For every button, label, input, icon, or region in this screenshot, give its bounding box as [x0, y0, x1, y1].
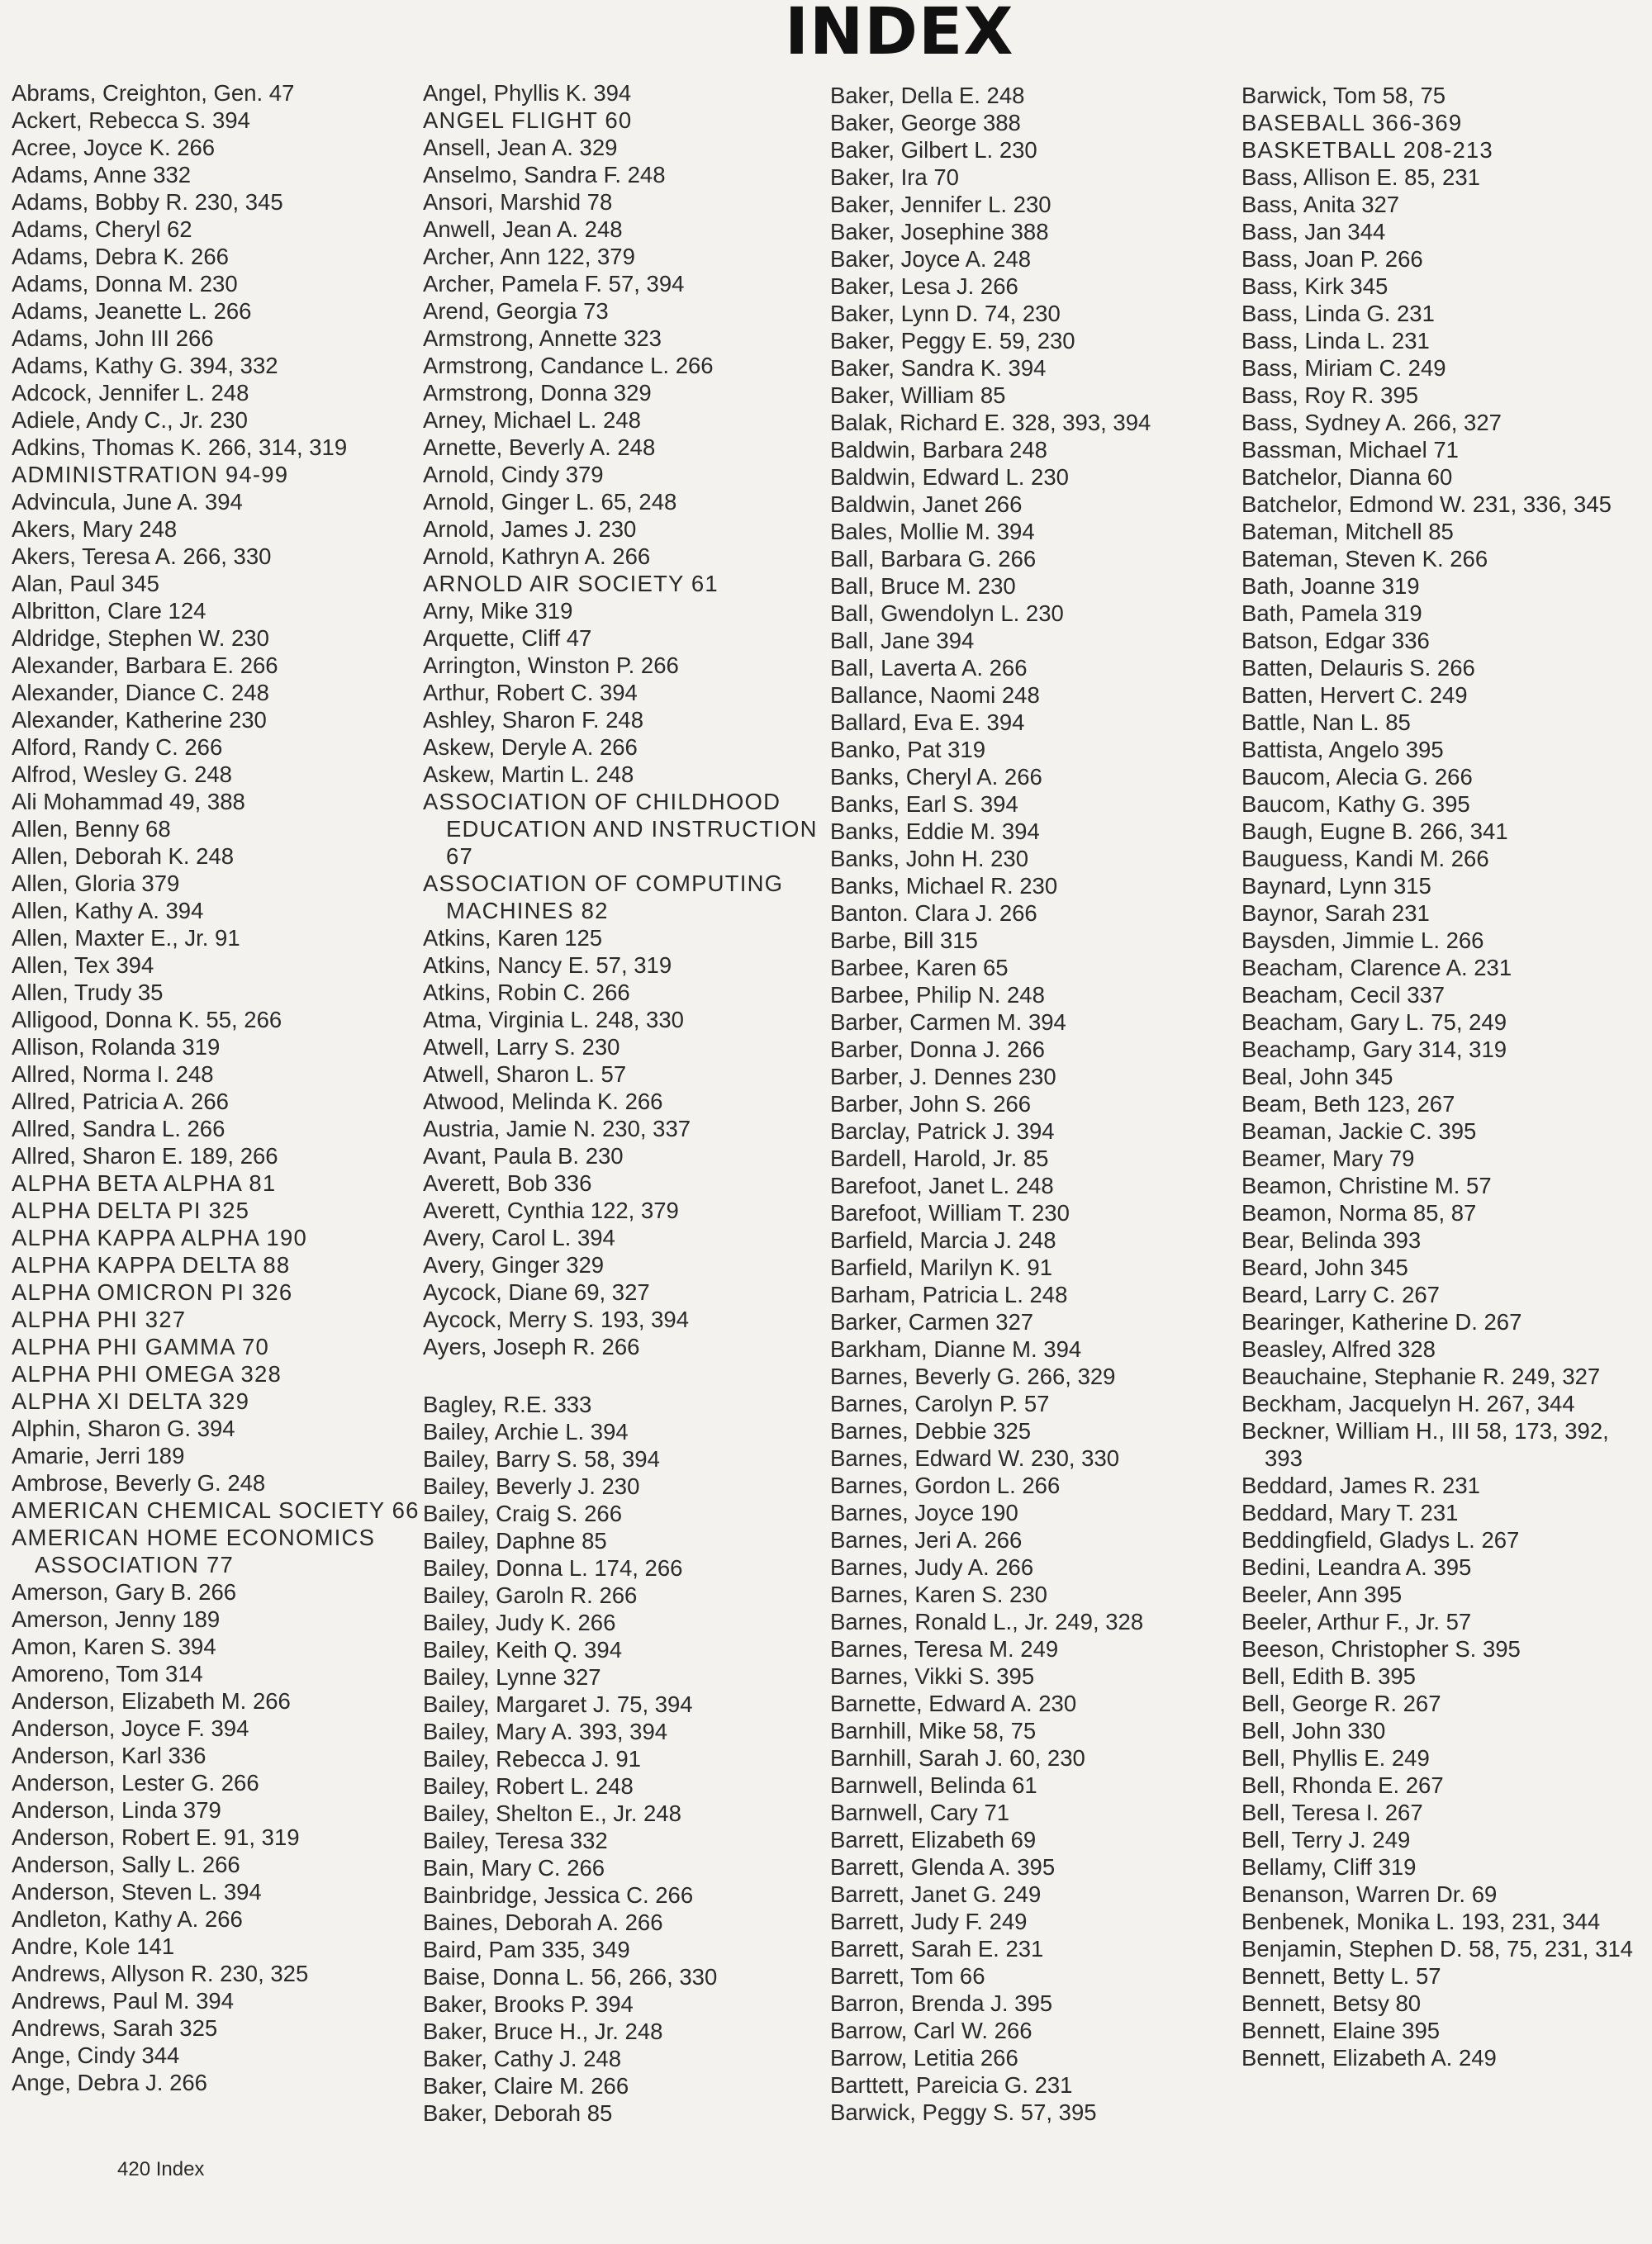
index-entry: Baysden, Jimmie L. 266: [1241, 927, 1484, 953]
index-entry: Akers, Mary 248: [12, 516, 178, 542]
index-entry: Ayers, Joseph R. 266: [423, 1334, 640, 1359]
index-entry: Albritton, Clare 124: [12, 598, 206, 624]
index-entry: Baker, Sandra K. 394: [830, 355, 1047, 381]
index-entry: Bailey, Keith Q. 394: [423, 1637, 623, 1663]
index-entry: Barnes, Teresa M. 249: [830, 1636, 1059, 1662]
index-entry: Baldwin, Edward L. 230: [830, 464, 1069, 490]
index-entry: Arthur, Robert C. 394: [423, 680, 638, 705]
index-entry: Bauguess, Kandi M. 266: [1241, 846, 1489, 871]
index-entry: Bell, Edith B. 395: [1241, 1663, 1416, 1689]
index-entry: Bass, Anita 327: [1241, 192, 1400, 217]
index-entry: Adcock, Jennifer L. 248: [12, 380, 249, 406]
index-entry: Beard, Larry C. 267: [1241, 1282, 1440, 1307]
index-entry: Bailey, Rebecca J. 91: [423, 1746, 641, 1772]
index-entry: Adams, John III 266: [12, 325, 214, 351]
index-entry: Arrington, Winston P. 266: [423, 652, 679, 678]
index-entry: ALPHA OMICRON PI 326: [12, 1279, 293, 1305]
index-entry: Barber, J. Dennes 230: [830, 1064, 1056, 1089]
index-entry: Bailey, Archie L. 394: [423, 1419, 629, 1445]
index-entry: Baker, Jennifer L. 230: [830, 192, 1051, 217]
index-entry: Bailey, Garoln R. 266: [423, 1582, 638, 1608]
index-entry: Baker, Peggy E. 59, 230: [830, 328, 1075, 353]
index-entry: ALPHA XI DELTA 329: [12, 1388, 250, 1414]
index-entry: Allred, Sandra L. 266: [12, 1116, 225, 1141]
index-entry: ALPHA DELTA PI 325: [12, 1198, 250, 1223]
index-entry: Bailey, Craig S. 266: [423, 1501, 623, 1526]
index-entry: Banks, Earl S. 394: [830, 791, 1018, 817]
index-entry: Andre, Kole 141: [12, 1933, 175, 1959]
index-entry: Alligood, Donna K. 55, 266: [12, 1007, 282, 1032]
page-footer: 420 Index: [117, 2158, 205, 2180]
index-entry: Barnes, Beverly G. 266, 329: [830, 1364, 1116, 1389]
index-entry: Barnwell, Belinda 61: [830, 1772, 1037, 1798]
index-entry: Andrews, Paul M. 394: [12, 1988, 235, 2014]
index-entry: Battle, Nan L. 85: [1241, 709, 1411, 735]
index-entry: Aldridge, Stephen W. 230: [12, 625, 269, 651]
index-entry: ALPHA KAPPA ALPHA 190: [12, 1225, 307, 1250]
index-column-2: [423, 79, 819, 2127]
index-entry: Barrett, Tom 66: [830, 1963, 985, 1989]
index-entry: Barclay, Patrick J. 394: [830, 1118, 1055, 1144]
index-entry: Barrow, Letitia 266: [830, 2045, 1018, 2071]
index-entry: Austria, Jamie N. 230, 337: [423, 1116, 691, 1141]
index-entry: Ball, Laverta A. 266: [830, 655, 1028, 681]
index-entry: Bainbridge, Jessica C. 266: [423, 1882, 694, 1908]
index-entry: Arney, Michael L. 248: [423, 407, 641, 433]
index-entry: Barwick, Tom 58, 75: [1241, 83, 1446, 108]
index-entry: Armstrong, Candance L. 266: [423, 353, 714, 378]
index-entry: Battista, Angelo 395: [1241, 737, 1444, 762]
index-entry: Adams, Jeanette L. 266: [12, 298, 252, 324]
section-gap: [423, 1360, 819, 1391]
index-entry: Barham, Patricia L. 248: [830, 1282, 1068, 1307]
index-entry: Baugh, Eugne B. 266, 341: [1241, 818, 1508, 844]
index-entry: Barber, Donna J. 266: [830, 1037, 1045, 1062]
index-entry: Bennett, Betsy 80: [1241, 1990, 1422, 2016]
index-entry: Amarie, Jerri 189: [12, 1443, 185, 1468]
index-entry: Barrett, Glenda A. 395: [830, 1854, 1056, 1880]
index-entry: Barnette, Edward A. 230: [830, 1691, 1077, 1716]
index-entry: Bailey, Beverly J. 230: [423, 1473, 640, 1499]
index-entry: Arnold, Ginger L. 65, 248: [423, 489, 677, 515]
index-entry: Benjamin, Stephen D. 58, 75, 231, 314: [1241, 1936, 1633, 1962]
index-entry: Anderson, Lester G. 266: [12, 1770, 259, 1796]
index-entry: Bass, Roy R. 395: [1241, 382, 1418, 408]
index-entry: Baker, Josephine 388: [830, 219, 1049, 244]
index-entry: Baldwin, Janet 266: [830, 491, 1023, 517]
index-entry: Beckham, Jacquelyn H. 267, 344: [1241, 1391, 1575, 1416]
index-entry: Adams, Debra K. 266: [12, 244, 229, 269]
index-entry: Ambrose, Beverly G. 248: [12, 1470, 266, 1496]
index-entry: Acree, Joyce K. 266: [12, 135, 216, 160]
index-entry: Baker, Lesa J. 266: [830, 273, 1018, 299]
index-entry: Alan, Paul 345: [12, 571, 159, 596]
index-entry: Arnold, Cindy 379: [423, 462, 604, 487]
index-entry: Banton. Clara J. 266: [830, 900, 1037, 926]
index-entry: Barber, John S. 266: [830, 1091, 1032, 1117]
index-entry: Barnes, Judy A. 266: [830, 1554, 1034, 1580]
index-entry: Bear, Belinda 393: [1241, 1227, 1422, 1253]
index-entry: Baker, Claire M. 266: [423, 2073, 629, 2099]
index-entry: Anderson, Karl 336: [12, 1743, 206, 1768]
index-entry: Barnes, Edward W. 230, 330: [830, 1445, 1120, 1471]
index-entry: Bennett, Betty L. 57: [1241, 1963, 1441, 1989]
index-entry: Atkins, Karen 125: [423, 925, 603, 951]
index-entry: Ballard, Eva E. 394: [830, 709, 1025, 735]
index-entry: Andrews, Allyson R. 230, 325: [12, 1961, 309, 1986]
index-entry: Bagley, R.E. 333: [423, 1392, 592, 1417]
index-entry: Bass, Jan 344: [1241, 219, 1386, 244]
index-entry: Beacham, Clarence A. 231: [1241, 955, 1512, 980]
index-entry: Arny, Mike 319: [423, 598, 573, 624]
index-column-3: [830, 82, 1227, 2126]
index-entry: Batson, Edgar 336: [1241, 628, 1430, 653]
index-entry: Bateman, Steven K. 266: [1241, 546, 1488, 572]
index-entry: Bardell, Harold, Jr. 85: [830, 1146, 1049, 1171]
index-entry: Baker, William 85: [830, 382, 1006, 408]
index-entry: Baines, Deborah A. 266: [423, 1910, 663, 1935]
index-entry: Baucom, Alecia G. 266: [1241, 764, 1473, 790]
index-entry: Bass, Kirk 345: [1241, 273, 1389, 299]
index-entry: Bailey, Margaret J. 75, 394: [423, 1691, 693, 1717]
index-entry: Ange, Debra J. 266: [12, 2070, 207, 2095]
index-entry: Barwick, Peggy S. 57, 395: [830, 2099, 1097, 2125]
index-entry: ALPHA PHI 327: [12, 1307, 187, 1332]
index-entry: Benbenek, Monika L. 193, 231, 344: [1241, 1909, 1601, 1934]
index-entry: Bass, Sydney A. 266, 327: [1241, 410, 1502, 435]
index-entry: Bass, Allison E. 85, 231: [1241, 164, 1480, 190]
index-entry: Beddard, Mary T. 231: [1241, 1500, 1459, 1525]
index-entry: Atkins, Nancy E. 57, 319: [423, 952, 672, 978]
index-entry: Aycock, Diane 69, 327: [423, 1279, 650, 1305]
index-entry: Amoreno, Tom 314: [12, 1661, 203, 1687]
index-entry: Barbe, Bill 315: [830, 927, 978, 953]
index-entry: Ansell, Jean A. 329: [423, 135, 618, 160]
index-entry: Amerson, Gary B. 266: [12, 1579, 237, 1605]
index-entry: Baynard, Lynn 315: [1241, 873, 1431, 899]
index-entry: Allen, Tex 394: [12, 952, 154, 978]
index-entry: Barefoot, Janet L. 248: [830, 1173, 1054, 1198]
index-entry: Armstrong, Donna 329: [423, 380, 652, 406]
index-entry: Beauchaine, Stephanie R. 249, 327: [1241, 1364, 1601, 1389]
index-entry: Barnes, Joyce 190: [830, 1500, 1018, 1525]
index-entry: Bennett, Elaine 395: [1241, 2018, 1441, 2043]
index-entry: Alexander, Barbara E. 266: [12, 652, 278, 678]
index-entry: Ali Mohammad 49, 388: [12, 789, 245, 814]
index-entry: Barfield, Marilyn K. 91: [830, 1255, 1052, 1280]
index-entry: Bedini, Leandra A. 395: [1241, 1554, 1472, 1580]
index-entry: Batten, Delauris S. 266: [1241, 655, 1475, 681]
index-entry: Askew, Deryle A. 266: [423, 734, 638, 760]
index-entry: Ansori, Marshid 78: [423, 189, 613, 215]
index-entry: Andrews, Sarah 325: [12, 2015, 218, 2041]
index-entry: Benanson, Warren Dr. 69: [1241, 1881, 1498, 1907]
index-entry: Baker, Ira 70: [830, 164, 959, 190]
index-entry: Barrow, Carl W. 266: [830, 2018, 1032, 2043]
page-title: INDEX: [785, 0, 1014, 69]
index-entry: Batchelor, Edmond W. 231, 336, 345: [1241, 491, 1612, 517]
index-entry: Banko, Pat 319: [830, 737, 986, 762]
index-entry: Allison, Rolanda 319: [12, 1034, 221, 1060]
index-entry: Bateman, Mitchell 85: [1241, 519, 1454, 544]
index-entry: Arend, Georgia 73: [423, 298, 609, 324]
index-entry: Baker, George 388: [830, 110, 1021, 135]
index-entry: ADMINISTRATION 94-99: [12, 462, 289, 487]
index-entry: Beeler, Arthur F., Jr. 57: [1241, 1609, 1472, 1634]
index-entry: Batten, Hervert C. 249: [1241, 682, 1468, 708]
index-entry: Baker, Joyce A. 248: [830, 246, 1032, 272]
index-entry: Balak, Richard E. 328, 393, 394: [830, 410, 1151, 435]
index-entry: Bain, Mary C. 266: [423, 1855, 605, 1881]
index-entry: Bell, Terry J. 249: [1241, 1827, 1411, 1853]
index-entry: Bailey, Shelton E., Jr. 248: [423, 1800, 681, 1826]
index-entry: Baker, Cathy J. 248: [423, 2046, 621, 2071]
index-entry: Beard, John 345: [1241, 1255, 1408, 1280]
index-entry: Alphin, Sharon G. 394: [12, 1416, 235, 1441]
index-entry: Alexander, Katherine 230: [12, 707, 267, 733]
index-entry: ALPHA PHI OMEGA 328: [12, 1361, 282, 1387]
index-entry: Atkins, Robin C. 266: [423, 980, 630, 1005]
index-entry: Beckner, William H., III 58, 173, 392, 393: [1241, 1418, 1609, 1471]
index-entry: Beasley, Alfred 328: [1241, 1336, 1436, 1362]
index-entry: AMERICAN HOME ECONOMICS ASSOCIATION 77: [12, 1525, 376, 1577]
index-entry: Avery, Ginger 329: [423, 1252, 605, 1278]
index-entry: Alford, Randy C. 266: [12, 734, 223, 760]
index-entry: Avery, Carol L. 394: [423, 1225, 615, 1250]
index-column-1: [12, 79, 420, 2096]
index-entry: Bailey, Mary A. 393, 394: [423, 1719, 668, 1744]
index-entry: Anderson, Joyce F. 394: [12, 1715, 249, 1741]
index-entry: Beddard, James R. 231: [1241, 1473, 1480, 1498]
index-entry: Alfrod, Wesley G. 248: [12, 761, 232, 787]
index-entry: Baise, Donna L. 56, 266, 330: [423, 1964, 718, 1990]
index-entry: Barnes, Karen S. 230: [830, 1582, 1047, 1607]
index-entry: Beaman, Jackie C. 395: [1241, 1118, 1477, 1144]
index-entry: Arnold, James J. 230: [423, 516, 637, 542]
index-entry: Bailey, Judy K. 266: [423, 1610, 616, 1635]
index-entry: Anselmo, Sandra F. 248: [423, 162, 666, 187]
index-entry: Beamon, Norma 85, 87: [1241, 1200, 1477, 1226]
index-entry: Atwood, Melinda K. 266: [423, 1089, 663, 1114]
index-entry: Beachamp, Gary 314, 319: [1241, 1037, 1507, 1062]
index-entry: Bass, Miriam C. 249: [1241, 355, 1446, 381]
index-entry: Barnes, Ronald L., Jr. 249, 328: [830, 1609, 1144, 1634]
index-entry: Anderson, Steven L. 394: [12, 1879, 262, 1905]
index-entry: Baker, Brooks P. 394: [423, 1991, 634, 2017]
index-entry: Ball, Jane 394: [830, 628, 975, 653]
index-entry: Averett, Cynthia 122, 379: [423, 1198, 679, 1223]
index-entry: Atwell, Sharon L. 57: [423, 1061, 627, 1087]
index-entry: Baker, Lynn D. 74, 230: [830, 301, 1061, 326]
index-entry: ASSOCIATION OF COMPUTING MACHINES 82: [423, 871, 784, 923]
index-entry: Ange, Cindy 344: [12, 2042, 180, 2068]
index-entry: Allen, Benny 68: [12, 816, 171, 842]
index-entry: Barnes, Carolyn P. 57: [830, 1391, 1050, 1416]
index-entry: Barnes, Jeri A. 266: [830, 1527, 1023, 1553]
index-entry: Beamer, Mary 79: [1241, 1146, 1415, 1171]
index-entry: Bath, Joanne 319: [1241, 573, 1420, 599]
index-entry: Barkham, Dianne M. 394: [830, 1336, 1082, 1362]
index-entry: BASKETBALL 208-213: [1241, 137, 1493, 163]
index-entry: Bailey, Teresa 332: [423, 1828, 608, 1853]
index-entry: Barfield, Marcia J. 248: [830, 1227, 1056, 1253]
index-entry: BASEBALL 366-369: [1241, 110, 1463, 135]
index-entry: Bailey, Donna L. 174, 266: [423, 1555, 683, 1581]
index-entry: Abrams, Creighton, Gen. 47: [12, 80, 295, 106]
index-entry: Arnold, Kathryn A. 266: [423, 543, 651, 569]
index-entry: Ballance, Naomi 248: [830, 682, 1040, 708]
index-entry: Alexander, Diance C. 248: [12, 680, 269, 705]
index-entry: Adkins, Thomas K. 266, 314, 319: [12, 434, 348, 460]
index-entry: Barnes, Debbie 325: [830, 1418, 1032, 1444]
index-entry: Archer, Pamela F. 57, 394: [423, 271, 685, 297]
index-entry: ARNOLD AIR SOCIETY 61: [423, 571, 719, 596]
index-entry: Amon, Karen S. 394: [12, 1634, 216, 1659]
index-entry: Bath, Pamela 319: [1241, 600, 1422, 626]
index-entry: Ackert, Rebecca S. 394: [12, 107, 250, 133]
index-entry: Adams, Bobby R. 230, 345: [12, 189, 283, 215]
index-entry: Beacham, Gary L. 75, 249: [1241, 1009, 1507, 1035]
index-entry: Akers, Teresa A. 266, 330: [12, 543, 272, 569]
index-entry: Beam, Beth 123, 267: [1241, 1091, 1455, 1117]
index-entry: ASSOCIATION OF CHILDHOOD EDUCATION AND INSTRUCTION 67: [423, 789, 818, 869]
index-entry: Banks, Michael R. 230: [830, 873, 1058, 899]
index-entry: Allred, Norma I. 248: [12, 1061, 214, 1087]
index-entry: Barbee, Karen 65: [830, 955, 1009, 980]
index-entry: Barttett, Pareicia G. 231: [830, 2072, 1073, 2098]
index-entry: Bell, George R. 267: [1241, 1691, 1441, 1716]
index-entry: Avant, Paula B. 230: [423, 1143, 624, 1169]
index-entry: Baldwin, Barbara 248: [830, 437, 1047, 463]
index-entry: AMERICAN CHEMICAL SOCIETY 66: [12, 1497, 420, 1523]
index-entry: Allen, Gloria 379: [12, 871, 180, 896]
index-entry: Bailey, Daphne 85: [423, 1528, 607, 1554]
index-entry: Bailey, Lynne 327: [423, 1664, 601, 1690]
index-entry: Baker, Gilbert L. 230: [830, 137, 1037, 163]
index-entry: Allred, Patricia A. 266: [12, 1089, 229, 1114]
index-entry: Barrett, Sarah E. 231: [830, 1936, 1044, 1962]
index-entry: Allen, Trudy 35: [12, 980, 164, 1005]
index-entry: Beacham, Cecil 337: [1241, 982, 1446, 1008]
index-entry: Angel, Phyllis K. 394: [423, 80, 632, 106]
index-entry: Andleton, Kathy A. 266: [12, 1906, 243, 1932]
index-entry: Ball, Gwendolyn L. 230: [830, 600, 1064, 626]
index-entry: Arnette, Beverly A. 248: [423, 434, 656, 460]
index-entry: Barker, Carmen 327: [830, 1309, 1034, 1335]
index-entry: Beeson, Christopher S. 395: [1241, 1636, 1521, 1662]
index-entry: Bass, Joan P. 266: [1241, 246, 1423, 272]
index-entry: Bell, Teresa I. 267: [1241, 1800, 1423, 1825]
index-entry: Bass, Linda L. 231: [1241, 328, 1430, 353]
index-entry: Barbee, Philip N. 248: [830, 982, 1045, 1008]
index-entry: Bell, John 330: [1241, 1718, 1386, 1743]
index-entry: Baird, Pam 335, 349: [423, 1937, 630, 1962]
index-entry: Baucom, Kathy G. 395: [1241, 791, 1470, 817]
index-entry: Barnes, Vikki S. 395: [830, 1663, 1035, 1689]
index-entry: Bass, Linda G. 231: [1241, 301, 1435, 326]
index-entry: Bell, Phyllis E. 249: [1241, 1745, 1430, 1771]
index-entry: Allred, Sharon E. 189, 266: [12, 1143, 278, 1169]
index-entry: Barrett, Judy F. 249: [830, 1909, 1028, 1934]
index-entry: Advincula, June A. 394: [12, 489, 243, 515]
index-entry: Baker, Bruce H., Jr. 248: [423, 2019, 663, 2044]
index-entry: Baker, Della E. 248: [830, 83, 1025, 108]
index-entry: Barnes, Gordon L. 266: [830, 1473, 1061, 1498]
index-entry: Aycock, Merry S. 193, 394: [423, 1307, 689, 1332]
index-entry: Armstrong, Annette 323: [423, 325, 662, 351]
index-entry: Allen, Kathy A. 394: [12, 898, 204, 923]
index-entry: Adams, Kathy G. 394, 332: [12, 353, 278, 378]
index-entry: Allen, Deborah K. 248: [12, 843, 235, 869]
index-entry: Banks, John H. 230: [830, 846, 1029, 871]
index-entry: Bailey, Barry S. 58, 394: [423, 1446, 660, 1472]
index-entry: Averett, Bob 336: [423, 1170, 592, 1196]
index-entry: Adams, Anne 332: [12, 162, 192, 187]
index-entry: ALPHA BETA ALPHA 81: [12, 1170, 277, 1196]
index-entry: Banks, Eddie M. 394: [830, 818, 1040, 844]
index-entry: Barber, Carmen M. 394: [830, 1009, 1066, 1035]
index-entry: Bailey, Robert L. 248: [423, 1773, 634, 1799]
index-entry: Barefoot, William T. 230: [830, 1200, 1070, 1226]
index-entry: Allen, Maxter E., Jr. 91: [12, 925, 240, 951]
index-entry: Barnhill, Mike 58, 75: [830, 1718, 1037, 1743]
index-entry: Banks, Cheryl A. 266: [830, 764, 1042, 790]
index-entry: Anderson, Elizabeth M. 266: [12, 1688, 291, 1714]
index-entry: Adiele, Andy C., Jr. 230: [12, 407, 248, 433]
index-entry: Askew, Martin L. 248: [423, 761, 634, 787]
index-entry: Beal, John 345: [1241, 1064, 1393, 1089]
index-entry: Adams, Cheryl 62: [12, 216, 192, 242]
index-entry: Barnhill, Sarah J. 60, 230: [830, 1745, 1085, 1771]
index-entry: Arquette, Cliff 47: [423, 625, 592, 651]
index-entry: Anderson, Sally L. 266: [12, 1852, 240, 1877]
index-entry: Atma, Virginia L. 248, 330: [423, 1007, 684, 1032]
index-entry: Ball, Bruce M. 230: [830, 573, 1016, 599]
index-entry: Barrett, Janet G. 249: [830, 1881, 1042, 1907]
index-entry: Bearinger, Katherine D. 267: [1241, 1309, 1522, 1335]
index-entry: Anwell, Jean A. 248: [423, 216, 623, 242]
index-entry: Bellamy, Cliff 319: [1241, 1854, 1417, 1880]
index-entry: Beeler, Ann 395: [1241, 1582, 1403, 1607]
index-entry: Atwell, Larry S. 230: [423, 1034, 620, 1060]
index-entry: Anderson, Robert E. 91, 319: [12, 1824, 300, 1850]
index-entry: Baynor, Sarah 231: [1241, 900, 1430, 926]
index-entry: Beamon, Christine M. 57: [1241, 1173, 1492, 1198]
index-entry: ALPHA KAPPA DELTA 88: [12, 1252, 291, 1278]
index-entry: Bales, Mollie M. 394: [830, 519, 1035, 544]
index-entry: Bassman, Michael 71: [1241, 437, 1459, 463]
index-entry: Ashley, Sharon F. 248: [423, 707, 644, 733]
index-entry: Barron, Brenda J. 395: [830, 1990, 1053, 2016]
index-entry: Beddingfield, Gladys L. 267: [1241, 1527, 1520, 1553]
index-entry: Barrett, Elizabeth 69: [830, 1827, 1037, 1853]
index-entry: Ball, Barbara G. 266: [830, 546, 1037, 572]
index-entry: Anderson, Linda 379: [12, 1797, 221, 1823]
index-entry: Batchelor, Dianna 60: [1241, 464, 1453, 490]
index-entry: Archer, Ann 122, 379: [423, 244, 635, 269]
index-entry: ANGEL FLIGHT 60: [423, 107, 633, 133]
index-entry: Barnwell, Cary 71: [830, 1800, 1010, 1825]
index-entry: Adams, Donna M. 230: [12, 271, 238, 297]
index-entry: Bell, Rhonda E. 267: [1241, 1772, 1444, 1798]
index-entry: Baker, Deborah 85: [423, 2100, 613, 2126]
index-column-4: [1241, 82, 1638, 2071]
index-entry: Bennett, Elizabeth A. 249: [1241, 2045, 1497, 2071]
index-entry: Amerson, Jenny 189: [12, 1606, 221, 1632]
index-entry: ALPHA PHI GAMMA 70: [12, 1334, 269, 1359]
